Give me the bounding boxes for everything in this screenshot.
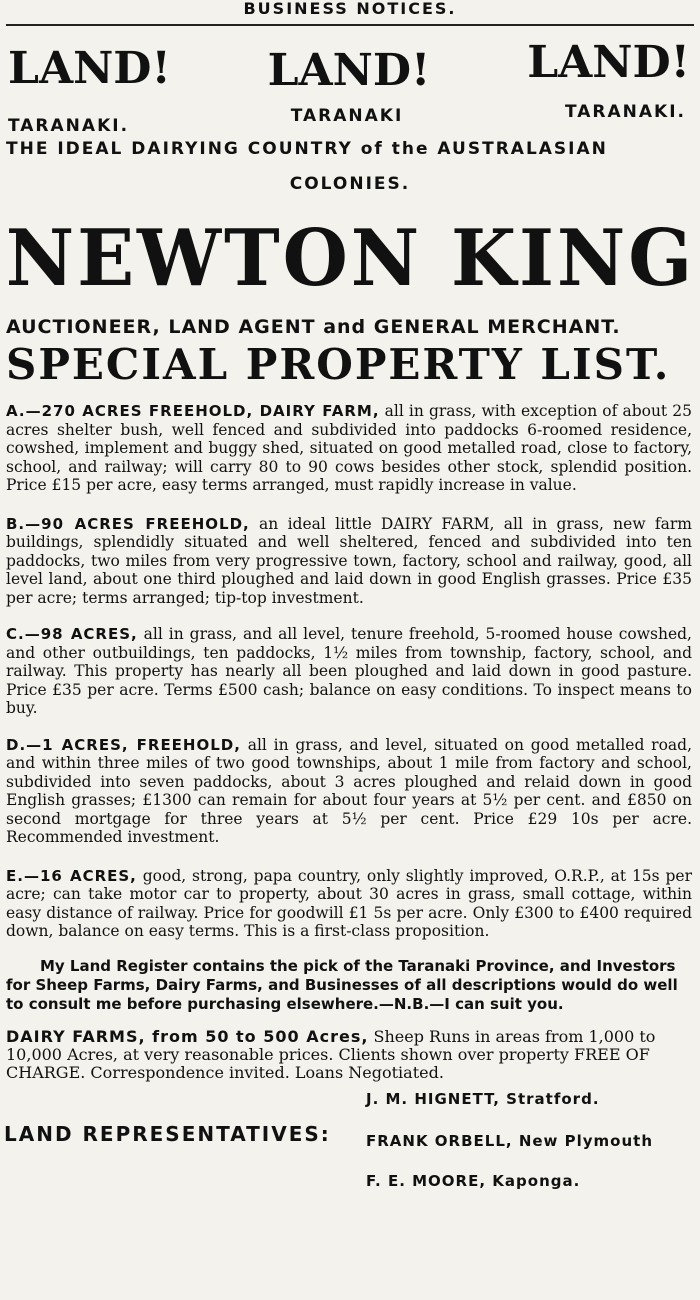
advertiser-name: NEWTON KING	[5, 213, 696, 304]
listing-b	[6, 515, 692, 608]
dairy-farms-notice	[6, 1028, 692, 1082]
listing-d	[6, 736, 692, 847]
occupation-line: AUCTIONEER, LAND AGENT and GENERAL MERCHANT.	[6, 316, 621, 338]
taranaki-right: TARANAKI.	[564, 102, 686, 122]
taranaki-row	[0, 102, 700, 136]
dairy-lead: DAIRY FARMS, from 50 to 500 Acres,	[6, 1026, 369, 1046]
ideal-country-line: THE IDEAL DAIRYING COUNTRY of the AUSTRALASIAN	[6, 139, 608, 159]
representative: FRANK ORBELL, New Plymouth	[366, 1131, 654, 1150]
listing-lead: C.—98 ACRES,	[6, 625, 138, 643]
section-header: BUSINESS NOTICES.	[6, 0, 694, 26]
dairy-body: Sheep Runs in areas from 1,000 to 10,000 Acres, at very reasonable prices. Clients shown over property FREE OF CHARGE. Correspondence invited. Loans Negotiated.	[6, 1026, 656, 1082]
listing-c	[6, 625, 692, 718]
listing-a	[6, 402, 692, 495]
taranaki-left: TARANAKI.	[8, 116, 130, 136]
representatives-label: LAND REPRESENTATIVES:	[4, 1121, 331, 1146]
land-register-notice: My Land Register contains the pick of the Taranaki Province, and Investors for Sheep Farms, Dairy Farms, and Businesses of all descriptions would do well to consult me before purchasing elsewhere.—N.B.—I can suit you.	[6, 956, 678, 1013]
land-heading-center: LAND!	[267, 45, 431, 96]
listing-lead: E.—16 ACRES,	[6, 866, 137, 885]
representative: F. E. MOORE, Kaponga.	[366, 1171, 581, 1190]
listing-e	[6, 867, 692, 941]
land-headline-row	[0, 26, 700, 102]
representative: J. M. HIGNETT, Stratford.	[366, 1089, 600, 1108]
listing-body: all in grass, with exception of about 25 acres shelter bush, well fenced and subdivided into paddocks 6-roomed residence, cowshed, implement and buggy shed, situated on good metalled road, close to factory, school, and railway; will carry 80 to 90 cows besides other stock, splendid position. Price £15 per acre, easy terms arranged, must rapidly increase in value.	[6, 402, 692, 494]
colonies-line: COLONIES.	[289, 174, 411, 194]
land-heading-right: LAND!	[527, 37, 690, 88]
listing-body: an ideal little DAIRY FARM, all in grass, new farm buildings, splendidly situated and well sheltered, fenced and subdivided into ten paddocks, two miles from very progressive town, factory, school and railway, good, all level land, about one third ploughed and laid down in good English grasses. Price £35 per acre; terms arranged; tip-top investment.	[6, 514, 692, 607]
representatives-block	[0, 1090, 700, 1200]
listing-body: good, strong, papa country, only slightly improved, O.R.P., at 15s per acre; can take motor car to property, about 30 acres in grass, small cottage, within easy distance of railway. Price for goodwill £1 5s per acre. Only £300 to £400 required down, balance on easy terms. This is a first-class proposition.	[6, 866, 692, 940]
listing-body: all in grass, and level, situated on good metalled road, and within three miles of two good townships, about 1 mile from factory and school, subdivided into seven paddocks, about 3 acres ploughed and relaid down in good English grasses; £1300 can remain for about four years at 5½ per cent. and £850 on second mortgage for three years at 5½ per cent. Price £29 10s per acre. Recommended investment.	[6, 735, 692, 846]
listing-body: all in grass, and all level, tenure freehold, 5-roomed house cowshed, and other outbuildings, ten paddocks, 1½ miles from township, factory, school, and railway. This property has nearly all been ploughed and laid down in good pasture. Price £35 per acre. Terms £500 cash; balance on easy conditions. To inspect means to buy.	[6, 625, 692, 717]
land-heading-left: LAND!	[8, 43, 171, 94]
listing-lead: D.—1 ACRES, FREEHOLD,	[6, 735, 241, 754]
listing-lead: A.—270 ACRES FREEHOLD, DAIRY FARM,	[6, 402, 380, 420]
taranaki-center: TARANAKI	[290, 106, 404, 126]
list-title: SPECIAL PROPERTY LIST.	[6, 340, 671, 389]
listing-lead: B.—90 ACRES FREEHOLD,	[6, 514, 250, 533]
